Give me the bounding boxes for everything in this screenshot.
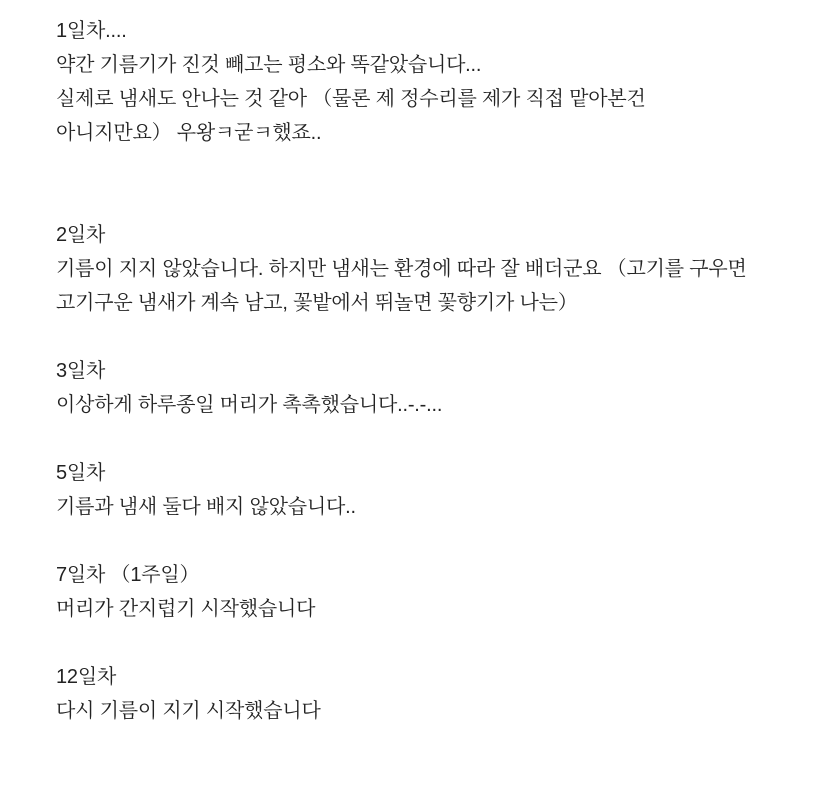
spacer-after-day1 — [56, 150, 766, 218]
entry-day1-line-1: 약간 기름기가 진것 빼고는 평소와 똑같았습니다... — [56, 54, 482, 76]
entry-day3-heading: 3일차 — [56, 360, 106, 382]
entry-day1 — [56, 14, 766, 150]
entry-day1-line-2: 실제로 냄새도 안나는 것 같아 （물론 제 정수리를 제가 직접 맡아본건 아니지만요） 우왕ㅋ굳ㅋ했죠.. — [56, 88, 651, 144]
entry-day12-line-1: 다시 기름이 지기 시작했습니다 — [56, 700, 321, 722]
entry-day7-line-1: 머리가 간지럽기 시작했습니다 — [56, 598, 316, 620]
entry-day12-heading: 12일차 — [56, 666, 117, 688]
entry-day2-line-1: 기름이 지지 않았습니다. 하지만 냄새는 환경에 따라 잘 배더군요 （고기를 구우면 고기구운 냄새가 계속 남고, 꽃밭에서 뛰놀면 꽃향기가 나는） — [56, 258, 752, 314]
entry-day3-line-1: 이상하게 하루종일 머리가 촉촉했습니다..-.-... — [56, 394, 443, 416]
entry-day5-heading: 5일차 — [56, 462, 106, 484]
entry-day5-line-1: 기름과 냄새 둘다 배지 않았습니다.. — [56, 496, 356, 518]
spacer-after-day5 — [56, 524, 766, 558]
entry-day7-heading: 7일차 （1주일） — [56, 564, 200, 586]
spacer-after-day3 — [56, 422, 766, 456]
entry-day1-heading: 1일차.... — [56, 20, 127, 42]
entry-day5 — [56, 456, 766, 524]
entry-day12 — [56, 660, 766, 728]
entry-day7 — [56, 558, 766, 626]
entry-day2 — [56, 218, 766, 320]
entry-day3 — [56, 354, 766, 422]
spacer-after-day2 — [56, 320, 766, 354]
entry-day2-heading: 2일차 — [56, 224, 106, 246]
spacer-after-day7 — [56, 626, 766, 660]
